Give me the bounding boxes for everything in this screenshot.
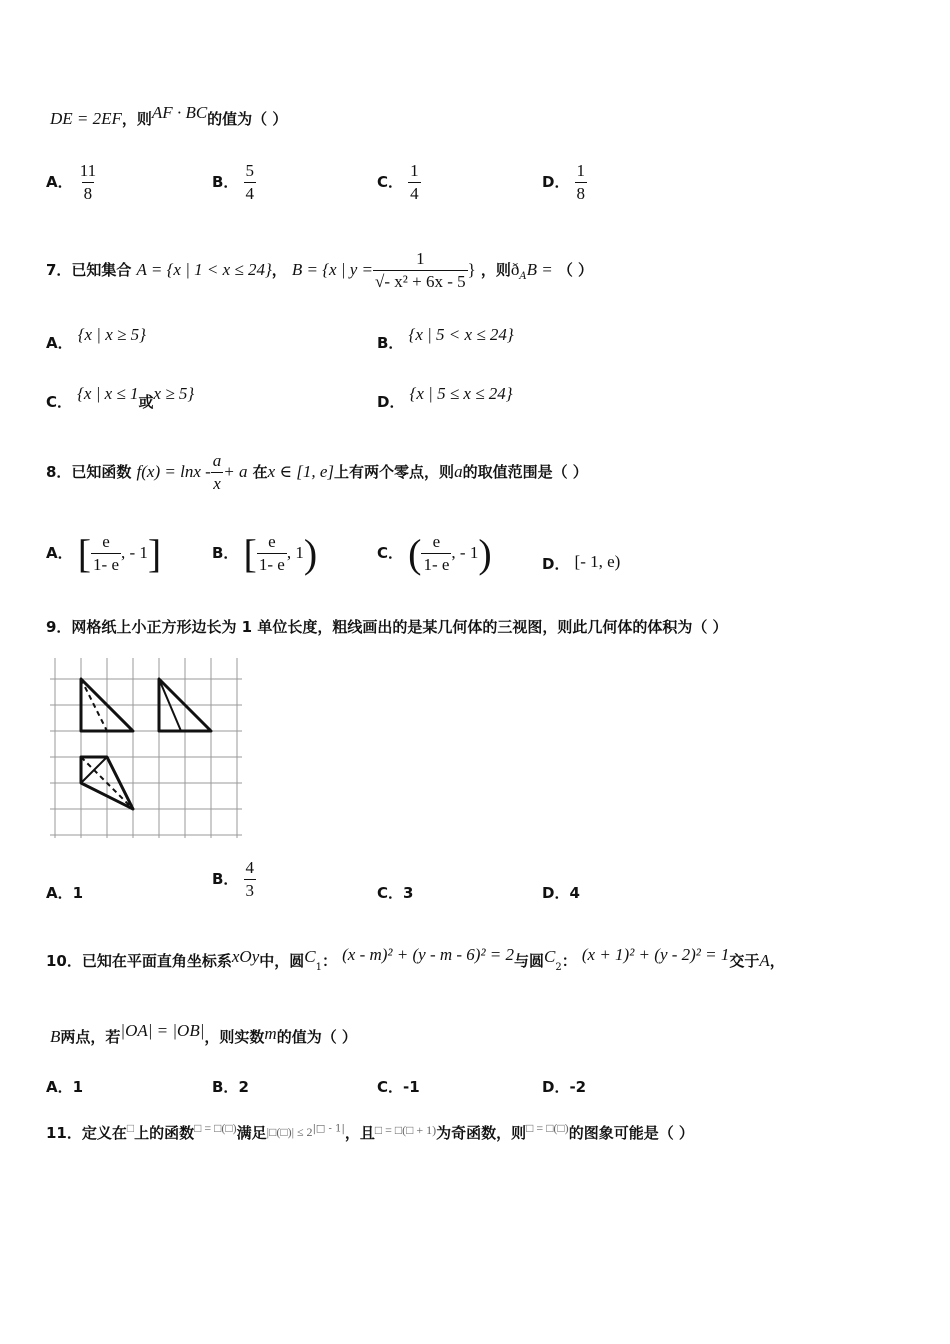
denominator: 4 — [410, 184, 419, 203]
q7-option-d[interactable] — [377, 384, 513, 412]
option-rest: , 1 — [286, 543, 304, 562]
q7-option-c[interactable] — [46, 384, 195, 412]
fraction — [257, 531, 287, 576]
q7-set-b-fraction — [373, 248, 468, 293]
fraction — [421, 531, 451, 576]
option-value: 1 — [72, 1078, 84, 1096]
bracket: [ — [243, 531, 257, 576]
point-b: B — [50, 1027, 61, 1046]
q7-set-b-lead: B = {x | y = — [291, 260, 374, 279]
q10-option-a[interactable] — [46, 1076, 83, 1097]
option-label: A． — [46, 173, 73, 191]
bracket: ) — [478, 531, 492, 576]
option-rest: , - 1 — [121, 543, 148, 562]
q11-math-2-sup: |□ - 1| — [312, 1123, 345, 1135]
fraction — [244, 857, 257, 902]
q11-text: 满足 — [236, 1124, 267, 1142]
option-label: D． — [542, 555, 570, 573]
denominator: 3 — [245, 881, 255, 900]
q8-func-fraction — [211, 450, 224, 495]
q8-func-tail: + a — [223, 462, 248, 481]
q6-option-d[interactable] — [542, 160, 587, 205]
numerator: 1 — [410, 161, 419, 180]
option-value: -2 — [569, 1078, 587, 1096]
denominator: x — [213, 474, 221, 493]
option-label: B． — [377, 334, 404, 352]
option-label: A． — [46, 884, 73, 902]
subscript: A — [519, 271, 527, 283]
punct: ： — [561, 952, 577, 970]
three-view-figure — [50, 658, 242, 840]
numerator: 11 — [79, 161, 97, 180]
option-value: 4 — [569, 884, 580, 902]
numerator: a — [212, 451, 222, 470]
option-math-2: x ≥ 5} — [153, 384, 195, 403]
option-or: 或 — [138, 393, 154, 411]
denominator: 1- e — [423, 555, 450, 574]
option-label: A． — [46, 334, 73, 352]
fraction — [91, 531, 121, 576]
q10-eq1: (x - m)² + (y - m - 6)² = 2 — [342, 945, 515, 964]
q7-option-a[interactable] — [46, 325, 146, 353]
q10-two-points: 两点，若 — [60, 1028, 121, 1046]
q6-option-b[interactable] — [212, 160, 256, 205]
fraction — [575, 160, 588, 205]
q10-option-c[interactable] — [377, 1076, 420, 1097]
q10-stem-line2 — [50, 1021, 357, 1047]
q10-tail: ，则实数 — [204, 1028, 265, 1046]
q6-vector-product: AF · BC — [151, 103, 208, 122]
denominator: 8 — [83, 184, 93, 203]
circle-c2: C — [544, 947, 556, 966]
option-math: [- 1, e) — [574, 552, 621, 571]
q7-paren: （ ） — [557, 261, 594, 279]
q8-tail-2: 的取值范围是（ ） — [462, 463, 588, 481]
option-label: B． — [212, 173, 239, 191]
option-math: {x | 5 ≤ x ≤ 24} — [409, 384, 513, 403]
option-label: D． — [542, 1078, 570, 1096]
brace: } — [467, 260, 476, 279]
option-label: D． — [542, 884, 570, 902]
denominator: √- x² + 6x - 5 — [375, 272, 466, 291]
option-math: {x | x ≥ 5} — [77, 325, 146, 344]
q9-stem: 9．网格纸上小正方形边长为 1 单位长度，粗线画出的是某几何体的三视图，则此几何体的体积为（ ） — [46, 618, 728, 636]
option-value: -1 — [403, 1078, 420, 1096]
q10-number: 10．已知在平面直角坐标系 — [46, 952, 232, 970]
option-label: B． — [212, 544, 239, 562]
q10-stem-line1 — [46, 945, 785, 974]
q9-option-b[interactable] — [212, 857, 256, 902]
numerator: 5 — [245, 161, 255, 180]
q7-set-a: A = {x | 1 < x ≤ 24} — [136, 260, 272, 279]
option-value: 1 — [72, 884, 84, 902]
subscript: 2 — [555, 962, 562, 974]
complement-symbol: ð — [510, 260, 520, 279]
q8-var: a — [454, 462, 463, 481]
option-rest: , - 1 — [451, 543, 479, 562]
option-label: C． — [377, 173, 404, 191]
grid-lines — [50, 658, 242, 838]
fraction — [78, 160, 98, 205]
punct: ： — [322, 952, 338, 970]
q11-math-3: □ = □(□ + 1) — [374, 1123, 437, 1137]
fraction — [244, 160, 257, 205]
bracket: ( — [408, 531, 422, 576]
option-label: B． — [212, 1078, 239, 1096]
option-math: {x | 5 < x ≤ 24} — [408, 325, 514, 344]
q11-tail: 的图象可能是（ ） — [568, 1124, 694, 1142]
q10-and: 与圆 — [514, 952, 545, 970]
q10-meet: 交于 — [729, 952, 760, 970]
numerator: e — [102, 532, 110, 551]
q10-option-d[interactable] — [542, 1076, 586, 1097]
q11-text: ，且 — [344, 1124, 375, 1142]
q11-stem — [46, 1122, 694, 1143]
q8-option-c[interactable] — [377, 530, 492, 577]
denominator: 1- e — [258, 555, 285, 574]
q10-eq2: (x + 1)² + (y - 2)² = 1 — [581, 945, 730, 964]
q6-option-c[interactable] — [377, 160, 421, 205]
q8-number: 8．已知函数 — [46, 463, 132, 481]
q7-stem — [46, 248, 593, 293]
bracket: ] — [147, 531, 162, 576]
q6-lead-tail: 的值为（ ） — [207, 110, 288, 128]
point-a: A — [759, 951, 770, 970]
denominator: 8 — [576, 184, 586, 203]
q11-math-2: |□(□)| ≤ 2 — [266, 1125, 313, 1139]
q8-func-lead: f(x) = lnx - — [136, 462, 211, 481]
q11-text: 为奇函数，则 — [436, 1124, 527, 1142]
option-label: A． — [46, 1078, 73, 1096]
denominator: 1- e — [93, 555, 119, 574]
q6-option-a[interactable] — [46, 160, 98, 205]
option-label: C． — [46, 393, 73, 411]
q8-option-d[interactable] — [542, 553, 620, 574]
q7-complement-tail: B = — [526, 260, 553, 279]
fraction — [408, 160, 421, 205]
option-value: 2 — [238, 1078, 249, 1096]
bracket: ) — [303, 531, 318, 576]
subscript: 1 — [315, 962, 322, 974]
q10-mid: 中，圆 — [259, 952, 305, 970]
q7-number: 7．已知集合 — [46, 261, 132, 279]
option-label: A． — [46, 544, 73, 562]
q6-lead-text: ，则 — [121, 110, 152, 128]
q9-option-c[interactable] — [377, 882, 413, 903]
denominator: 4 — [245, 184, 255, 203]
numerator: e — [268, 532, 276, 551]
q11-math-4: □ = □(□) — [526, 1121, 569, 1135]
circle-c1: C — [304, 947, 316, 966]
option-value: 3 — [403, 884, 414, 902]
option-label: C． — [377, 544, 404, 562]
numerator: 1 — [576, 161, 586, 180]
q7-option-b[interactable] — [377, 325, 514, 353]
option-label: B． — [212, 870, 239, 888]
option-label: D． — [542, 173, 570, 191]
q11-set-r: □ — [126, 1121, 135, 1135]
q11-text: 上的函数 — [134, 1124, 195, 1142]
q6-stem — [50, 103, 288, 129]
q9-option-a[interactable] — [46, 882, 83, 903]
bracket: [ — [77, 531, 92, 576]
option-label: D． — [377, 393, 405, 411]
option-math: {x | x ≤ 1 — [77, 384, 139, 403]
q11-number: 11．定义在 — [46, 1124, 127, 1142]
numerator: 4 — [245, 858, 255, 877]
q10-tail-2: 的值为（ ） — [276, 1028, 357, 1046]
q8-stem — [46, 450, 588, 495]
option-label: C． — [377, 1078, 404, 1096]
numerator: 1 — [416, 249, 425, 268]
q6-lead-math: DE = 2EF — [50, 109, 122, 128]
punct: ， — [271, 261, 287, 279]
q8-tail: 上有两个零点，则 — [334, 463, 455, 481]
q9-option-d[interactable] — [542, 882, 580, 903]
q8-option-a[interactable] — [46, 530, 161, 577]
punct: ， — [769, 952, 785, 970]
q11-math-1: □ = □(□) — [194, 1121, 237, 1135]
q10-var: m — [264, 1024, 277, 1043]
q10-system: xOy — [231, 947, 260, 966]
option-label: C． — [377, 884, 404, 902]
q8-interval: x ∈ [1, e] — [267, 462, 335, 481]
q8-option-b[interactable] — [212, 530, 317, 577]
q7-then: ，则 — [480, 261, 511, 279]
numerator: e — [432, 532, 441, 551]
q10-option-b[interactable] — [212, 1076, 249, 1097]
q10-condition: |OA| = |OB| — [120, 1021, 205, 1040]
q8-in: 在 — [252, 463, 268, 481]
